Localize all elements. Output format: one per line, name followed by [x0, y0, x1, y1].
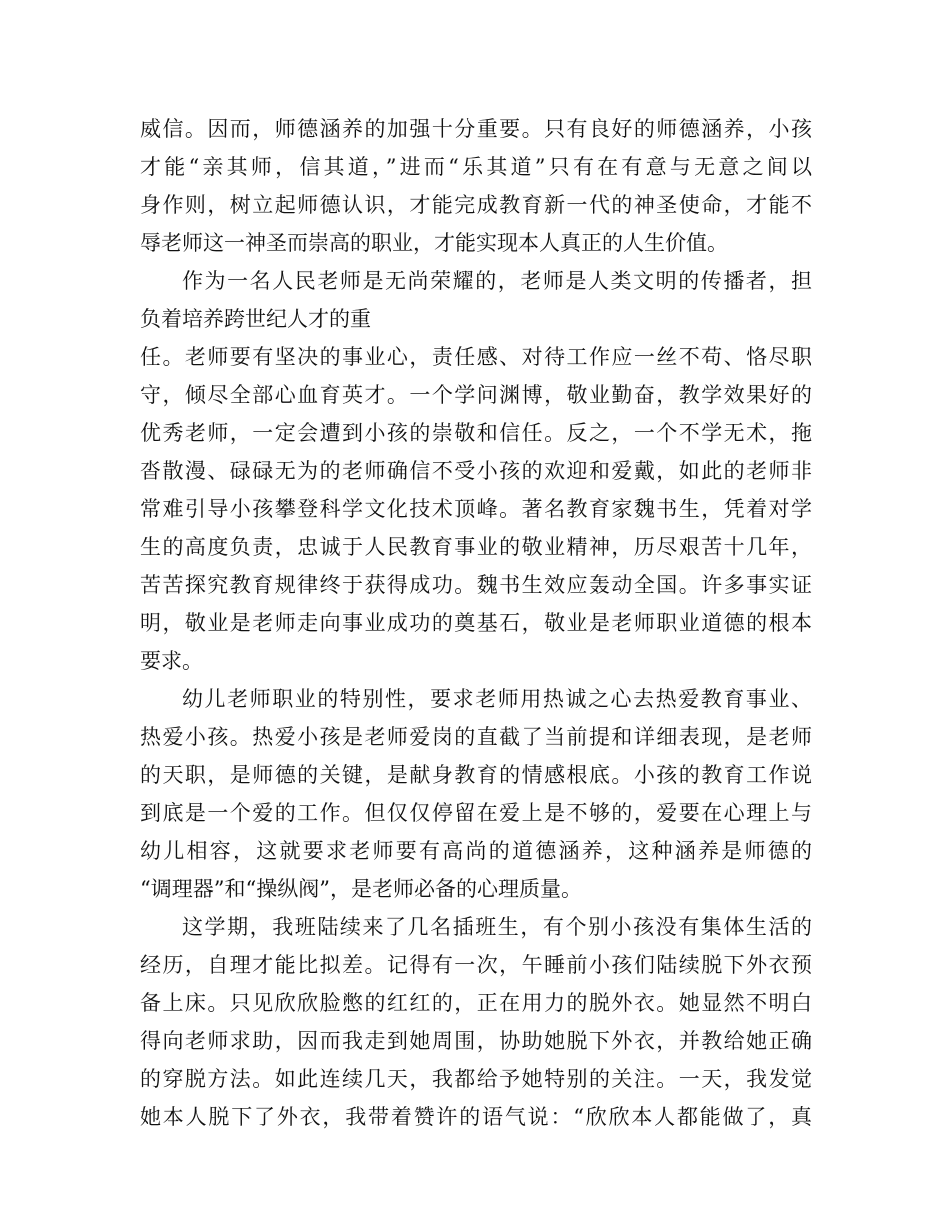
document-body	[140, 110, 812, 1136]
text-line-27: 她本人脱下了外衣，我带着赞许的语气说：“欣欣本人都能做了，真	[140, 1105, 812, 1129]
text-line-8: 守，倾尽全部心血育英才。一个学问渊博，敬业勤奋，教学效果好的	[140, 383, 812, 407]
text-line-1: 威信。因而，师德涵养的加强十分重要。只有良好的师德涵养，小孩	[140, 117, 812, 141]
text-line-6: 负着培养跨世纪人才的重	[140, 307, 371, 331]
text-line-7: 任。老师要有坚决的事业心，责任感、对待工作应一丝不苟、恪尽职	[140, 345, 812, 369]
text-line-25: 得向老师求助，因而我走到她周围，协助她脱下外衣，并教给她正确	[140, 1029, 812, 1053]
text-line-19: 到底是一个爱的工作。但仅仅停留在爱上是不够的，爱要在心理上与	[140, 801, 812, 825]
text-line-16: 幼儿老师职业的特别性，要求老师用热诚之心去热爱教育事业、	[182, 687, 812, 711]
text-line-3: 身作则，树立起师德认识，才能完成教育新一代的神圣使命，才能不	[140, 193, 812, 217]
text-line-14: 明，敬业是老师走向事业成功的奠基石，敬业是老师职业道德的根本	[140, 611, 812, 635]
text-line-15: 要求。	[140, 649, 203, 673]
text-line-24: 备上床。只见欣欣脸憋的红红的，正在用力的脱外衣。她显然不明白	[140, 991, 812, 1015]
text-line-26: 的穿脱方法。如此连续几天，我都给予她特别的关注。一天，我发觉	[140, 1067, 812, 1091]
text-line-11: 常难引导小孩攀登科学文化技术顶峰。著名教育家魏书生，凭着对学	[140, 497, 812, 521]
text-line-2: 才能“亲其师，信其道，”进而“乐其道”只有在有意与无意之间以	[140, 155, 812, 179]
text-line-12: 生的高度负责，忠诚于人民教育事业的敬业精神，历尽艰苦十几年，	[140, 535, 812, 559]
text-line-20: 幼儿相容，这就要求老师要有高尚的道德涵养，这种涵养是师德的	[140, 839, 812, 863]
text-line-22: 这学期，我班陆续来了几名插班生，有个别小孩没有集体生活的	[182, 915, 812, 939]
text-line-13: 苦苦探究教育规律终于获得成功。魏书生效应轰动全国。许多事实证	[140, 573, 812, 597]
text-line-18: 的天职，是师德的关键，是献身教育的情感根底。小孩的教育工作说	[140, 763, 812, 787]
text-line-17: 热爱小孩。热爱小孩是老师爱岗的直截了当前提和详细表现，是老师	[140, 725, 812, 749]
text-line-4: 辱老师这一神圣而崇高的职业，才能实现本人真正的人生价值。	[140, 231, 728, 255]
text-line-23: 经历，自理才能比拟差。记得有一次，午睡前小孩们陆续脱下外衣预	[140, 953, 812, 977]
text-line-10: 沓散漫、碌碌无为的老师确信不受小孩的欢迎和爱戴，如此的老师非	[140, 459, 812, 483]
text-line-21: “调理器”和“操纵阀”，是老师必备的心理质量。	[140, 877, 582, 901]
text-line-9: 优秀老师，一定会遭到小孩的崇敬和信任。反之，一个不学无术，拖	[140, 421, 812, 445]
text-line-5: 作为一名人民老师是无尚荣耀的，老师是人类文明的传播者，担	[182, 269, 812, 293]
